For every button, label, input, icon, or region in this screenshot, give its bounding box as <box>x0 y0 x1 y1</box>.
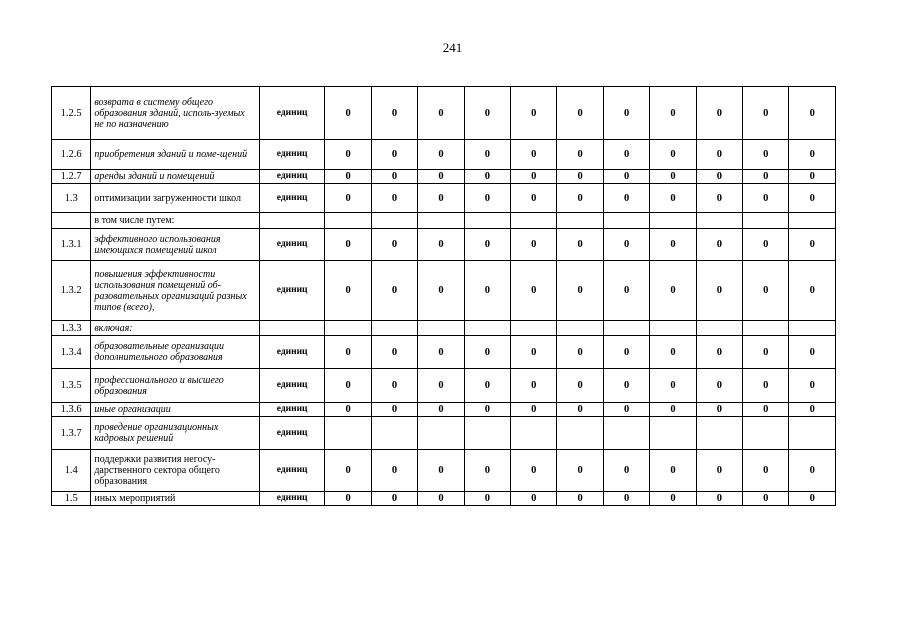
value-cell: 0 <box>603 261 649 321</box>
description-cell: образовательные организации дополнительного образования <box>91 336 260 369</box>
value-cell: 0 <box>371 450 417 492</box>
value-cell: 0 <box>789 369 836 403</box>
value-cell: 0 <box>743 184 789 213</box>
row-number-cell: 1.3.1 <box>52 229 91 261</box>
value-cell: 0 <box>650 229 696 261</box>
value-cell: 0 <box>603 140 649 170</box>
value-cell: 0 <box>789 261 836 321</box>
row-number-cell: 1.3 <box>52 184 91 213</box>
unit-cell <box>259 213 325 229</box>
value-cell: 0 <box>325 184 371 213</box>
value-cell: 0 <box>650 492 696 506</box>
value-cell: 0 <box>511 450 557 492</box>
row-number-cell: 1.3.6 <box>52 403 91 417</box>
value-cell: 0 <box>743 492 789 506</box>
value-cell: 0 <box>696 403 742 417</box>
value-cell: 0 <box>511 229 557 261</box>
value-cell: 0 <box>696 450 742 492</box>
value-cell: 0 <box>325 229 371 261</box>
value-cell: 0 <box>789 140 836 170</box>
value-cell: 0 <box>557 87 603 140</box>
value-cell <box>325 321 371 336</box>
unit-cell: единиц <box>259 336 325 369</box>
value-cell <box>511 417 557 450</box>
value-cell: 0 <box>603 184 649 213</box>
data-table <box>51 86 836 506</box>
value-cell: 0 <box>743 336 789 369</box>
value-cell <box>650 213 696 229</box>
value-cell <box>743 321 789 336</box>
value-cell: 0 <box>696 87 742 140</box>
value-cell <box>325 417 371 450</box>
value-cell <box>603 213 649 229</box>
value-cell <box>464 321 510 336</box>
value-cell: 0 <box>696 336 742 369</box>
value-cell: 0 <box>418 369 464 403</box>
value-cell: 0 <box>371 403 417 417</box>
description-cell: повышения эффективности использования помещений об-разовательных организаций разных типов (всего), <box>91 261 260 321</box>
value-cell: 0 <box>371 369 417 403</box>
row-number-cell: 1.3.7 <box>52 417 91 450</box>
table-row <box>52 184 836 213</box>
value-cell: 0 <box>325 170 371 184</box>
value-cell: 0 <box>650 369 696 403</box>
value-cell: 0 <box>325 492 371 506</box>
value-cell: 0 <box>371 170 417 184</box>
table-row <box>52 321 836 336</box>
value-cell: 0 <box>557 140 603 170</box>
value-cell <box>743 417 789 450</box>
description-cell: в том числе путем: <box>91 213 260 229</box>
description-cell: возврата в систему общего образования зданий, исполь-зуемых не по назначению <box>91 87 260 140</box>
value-cell: 0 <box>464 170 510 184</box>
unit-cell: единиц <box>259 87 325 140</box>
description-cell: приобретения зданий и поме-щений <box>91 140 260 170</box>
table-row <box>52 140 836 170</box>
value-cell: 0 <box>511 184 557 213</box>
value-cell: 0 <box>650 184 696 213</box>
description-cell: эффективного использования имеющихся помещений школ <box>91 229 260 261</box>
value-cell <box>325 213 371 229</box>
value-cell: 0 <box>511 492 557 506</box>
row-number-cell: 1.3.3 <box>52 321 91 336</box>
table-row <box>52 336 836 369</box>
description-cell: аренды зданий и помещений <box>91 170 260 184</box>
value-cell: 0 <box>557 261 603 321</box>
value-cell: 0 <box>418 450 464 492</box>
row-number-cell: 1.3.2 <box>52 261 91 321</box>
value-cell <box>371 321 417 336</box>
value-cell <box>557 321 603 336</box>
value-cell: 0 <box>371 261 417 321</box>
value-cell: 0 <box>371 87 417 140</box>
value-cell: 0 <box>743 261 789 321</box>
value-cell: 0 <box>603 403 649 417</box>
value-cell: 0 <box>557 229 603 261</box>
table-row <box>52 403 836 417</box>
page-number: 241 <box>442 40 463 55</box>
value-cell: 0 <box>650 261 696 321</box>
value-cell: 0 <box>418 261 464 321</box>
value-cell: 0 <box>603 336 649 369</box>
value-cell <box>418 213 464 229</box>
value-cell: 0 <box>325 140 371 170</box>
value-cell: 0 <box>371 492 417 506</box>
value-cell: 0 <box>464 140 510 170</box>
value-cell <box>557 417 603 450</box>
value-cell: 0 <box>696 184 742 213</box>
value-cell: 0 <box>789 87 836 140</box>
value-cell: 0 <box>371 336 417 369</box>
value-cell: 0 <box>650 87 696 140</box>
value-cell: 0 <box>325 450 371 492</box>
unit-cell: единиц <box>259 170 325 184</box>
value-cell: 0 <box>557 403 603 417</box>
value-cell: 0 <box>789 170 836 184</box>
row-number-cell: 1.5 <box>52 492 91 506</box>
value-cell: 0 <box>371 184 417 213</box>
row-number-cell <box>52 213 91 229</box>
unit-cell: единиц <box>259 450 325 492</box>
value-cell: 0 <box>650 170 696 184</box>
description-cell: иных мероприятий <box>91 492 260 506</box>
value-cell: 0 <box>603 492 649 506</box>
table-row <box>52 229 836 261</box>
value-cell: 0 <box>325 403 371 417</box>
value-cell: 0 <box>743 140 789 170</box>
value-cell: 0 <box>603 450 649 492</box>
description-cell: оптимизации загруженности школ <box>91 184 260 213</box>
value-cell: 0 <box>418 140 464 170</box>
value-cell <box>789 321 836 336</box>
description-cell: иные организации <box>91 403 260 417</box>
value-cell <box>418 417 464 450</box>
value-cell <box>511 321 557 336</box>
value-cell: 0 <box>418 87 464 140</box>
value-cell: 0 <box>603 87 649 140</box>
value-cell: 0 <box>418 492 464 506</box>
value-cell: 0 <box>464 450 510 492</box>
description-cell: включая: <box>91 321 260 336</box>
value-cell: 0 <box>464 336 510 369</box>
value-cell: 0 <box>325 87 371 140</box>
row-number-cell: 1.4 <box>52 450 91 492</box>
value-cell: 0 <box>464 403 510 417</box>
value-cell: 0 <box>418 170 464 184</box>
value-cell: 0 <box>696 492 742 506</box>
value-cell: 0 <box>464 369 510 403</box>
value-cell <box>464 417 510 450</box>
value-cell: 0 <box>557 492 603 506</box>
value-cell: 0 <box>557 336 603 369</box>
unit-cell: единиц <box>259 229 325 261</box>
row-number-cell: 1.2.6 <box>52 140 91 170</box>
value-cell: 0 <box>696 140 742 170</box>
description-cell: проведение организационных кадровых решений <box>91 417 260 450</box>
value-cell: 0 <box>789 184 836 213</box>
value-cell <box>557 213 603 229</box>
value-cell: 0 <box>557 184 603 213</box>
unit-cell <box>259 321 325 336</box>
value-cell <box>371 417 417 450</box>
value-cell: 0 <box>696 170 742 184</box>
value-cell: 0 <box>464 261 510 321</box>
value-cell: 0 <box>418 336 464 369</box>
value-cell: 0 <box>696 229 742 261</box>
value-cell <box>696 321 742 336</box>
value-cell: 0 <box>557 369 603 403</box>
row-number-cell: 1.3.4 <box>52 336 91 369</box>
unit-cell: единиц <box>259 417 325 450</box>
value-cell: 0 <box>603 170 649 184</box>
table-row <box>52 492 836 506</box>
value-cell: 0 <box>464 492 510 506</box>
value-cell: 0 <box>371 229 417 261</box>
table-row <box>52 213 836 229</box>
value-cell: 0 <box>325 336 371 369</box>
value-cell: 0 <box>789 492 836 506</box>
value-cell: 0 <box>789 450 836 492</box>
value-cell: 0 <box>650 336 696 369</box>
value-cell: 0 <box>371 140 417 170</box>
value-cell: 0 <box>789 336 836 369</box>
value-cell <box>696 417 742 450</box>
value-cell <box>418 321 464 336</box>
description-cell: поддержки развития негосу-дарственного сектора общего образования <box>91 450 260 492</box>
value-cell: 0 <box>511 140 557 170</box>
value-cell: 0 <box>464 87 510 140</box>
table-row <box>52 170 836 184</box>
table-row <box>52 417 836 450</box>
row-number-cell: 1.2.5 <box>52 87 91 140</box>
value-cell: 0 <box>696 261 742 321</box>
value-cell: 0 <box>743 229 789 261</box>
value-cell <box>650 321 696 336</box>
table-row <box>52 450 836 492</box>
table-row <box>52 369 836 403</box>
value-cell: 0 <box>511 261 557 321</box>
value-cell: 0 <box>743 87 789 140</box>
unit-cell: единиц <box>259 261 325 321</box>
value-cell: 0 <box>511 170 557 184</box>
value-cell: 0 <box>418 184 464 213</box>
table-row <box>52 261 836 321</box>
value-cell <box>464 213 510 229</box>
value-cell: 0 <box>603 369 649 403</box>
value-cell: 0 <box>603 229 649 261</box>
value-cell <box>789 213 836 229</box>
value-cell <box>743 213 789 229</box>
value-cell: 0 <box>325 261 371 321</box>
value-cell: 0 <box>743 170 789 184</box>
unit-cell: единиц <box>259 403 325 417</box>
value-cell: 0 <box>418 229 464 261</box>
value-cell: 0 <box>511 403 557 417</box>
value-cell <box>603 321 649 336</box>
value-cell: 0 <box>557 170 603 184</box>
row-number-cell: 1.2.7 <box>52 170 91 184</box>
unit-cell: единиц <box>259 492 325 506</box>
value-cell <box>511 213 557 229</box>
unit-cell: единиц <box>259 369 325 403</box>
value-cell: 0 <box>418 403 464 417</box>
value-cell: 0 <box>650 140 696 170</box>
value-cell <box>696 213 742 229</box>
value-cell <box>789 417 836 450</box>
value-cell: 0 <box>743 369 789 403</box>
value-cell <box>371 213 417 229</box>
value-cell <box>603 417 649 450</box>
value-cell: 0 <box>789 403 836 417</box>
description-cell: профессионального и высшего образования <box>91 369 260 403</box>
value-cell: 0 <box>511 87 557 140</box>
value-cell: 0 <box>464 229 510 261</box>
value-cell: 0 <box>743 450 789 492</box>
unit-cell: единиц <box>259 184 325 213</box>
value-cell: 0 <box>511 369 557 403</box>
value-cell: 0 <box>696 369 742 403</box>
value-cell: 0 <box>511 336 557 369</box>
value-cell: 0 <box>650 403 696 417</box>
value-cell: 0 <box>557 450 603 492</box>
table-row <box>52 87 836 140</box>
value-cell: 0 <box>789 229 836 261</box>
value-cell <box>650 417 696 450</box>
value-cell: 0 <box>325 369 371 403</box>
value-cell: 0 <box>464 184 510 213</box>
row-number-cell: 1.3.5 <box>52 369 91 403</box>
value-cell: 0 <box>650 450 696 492</box>
unit-cell: единиц <box>259 140 325 170</box>
value-cell: 0 <box>743 403 789 417</box>
